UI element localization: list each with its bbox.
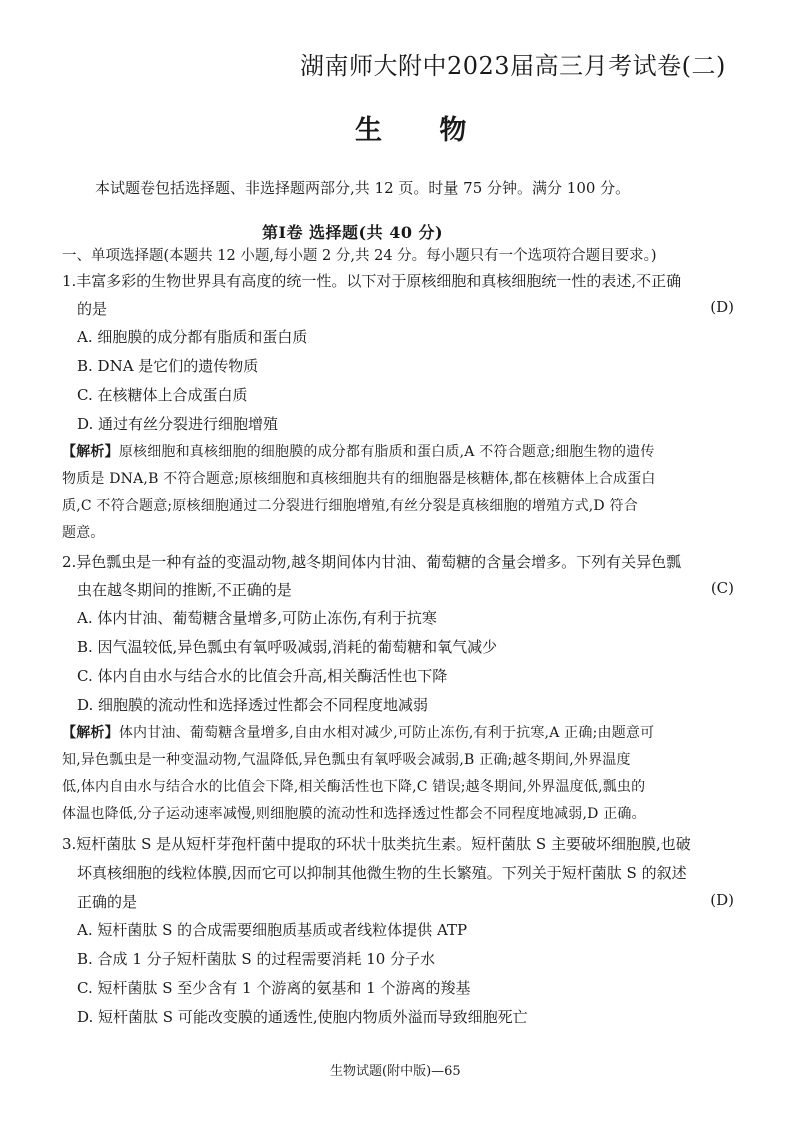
q1-exp-text: 原核细胞和真核细胞的细胞膜的成分都有脂质和蛋白质,A 不符合题意;细胞生物的遗传 (118, 444, 655, 460)
q1-stem-line2: 的是 (77, 300, 108, 318)
q2-explanation-line2: 知,异色瓢虫是一种变温动物,气温降低,异色瓢虫有氧呼吸会减弱,B 正确;越冬期间,外界温度 (62, 752, 631, 768)
q1-stem-line1: 1.丰富多彩的生物世界具有高度的统一性。以下对于原核细胞和真核细胞统一性的表述,不正确 (62, 272, 682, 290)
explanation-tag: 【解析】 (62, 725, 119, 741)
q2-explanation-line3: 低,体内自由水与结合水的比值会下降,相关酶活性也下降,C 错误;越冬期间,外界温度低,瓢虫的 (62, 779, 646, 795)
q3-option-a: A. 短杆菌肽 S 的合成需要细胞质基质或者线粒体提供 ATP (77, 921, 468, 939)
q2-option-a: A. 体内甘油、葡萄糖含量增多,可防止冻伤,有利于抗寒 (77, 609, 437, 627)
q1-option-c: C. 在核糖体上合成蛋白质 (77, 386, 248, 404)
q2-option-c: C. 体内自由水与结合水的比值会升高,相关酶活性也下降 (77, 667, 448, 685)
section-heading: 第Ⅰ卷 选择题(共 40 分) (262, 223, 444, 242)
q2-stem-line1: 2.异色瓢虫是一种有益的变温动物,越冬期间体内甘油、葡萄糖的含量会增多。下列有关异色瓢 (62, 553, 682, 571)
q3-option-c: C. 短杆菌肽 S 至少含有 1 个游离的氨基和 1 个游离的羧基 (77, 979, 471, 997)
q2-explanation-line4: 体温也降低,分子运动速率减慢,则细胞膜的流动性和选择透过性都会不同程度地减弱,D 正确。 (62, 806, 646, 822)
explanation-tag: 【解析】 (62, 444, 119, 460)
q2-option-d: D. 细胞膜的流动性和选择透过性都会不同程度地减弱 (77, 696, 429, 714)
q1-option-d: D. 通过有丝分裂进行细胞增殖 (77, 415, 279, 433)
q1-explanation-line2: 物质是 DNA,B 不符合题意;原核细胞和真核细胞共有的细胞器是核糖体,都在核糖体上合成蛋白 (62, 471, 656, 487)
exam-intro: 本试题卷包括选择题、非选择题两部分,共 12 页。时量 75 分钟。满分 100 分。 (95, 179, 631, 197)
q3-option-d: D. 短杆菌肽 S 可能改变膜的通透性,使胞内物质外溢而导致细胞死亡 (77, 1008, 528, 1026)
exam-title: 湖南师大附中2023届高三月考试卷(二) (300, 52, 726, 80)
q1-option-a: A. 细胞膜的成分都有脂质和蛋白质 (77, 328, 308, 346)
q3-option-b: B. 合成 1 分子短杆菌肽 S 的过程需要消耗 10 分子水 (77, 950, 436, 968)
q2-exp-text: 体内甘油、葡萄糖含量增多,自由水相对减少,可防止冻伤,有利于抗寒,A 正确;由题意可 (118, 725, 655, 741)
q2-option-b: B. 因气温较低,异色瓢虫有氧呼吸减弱,消耗的葡萄糖和氧气减少 (77, 638, 498, 656)
q3-answer: (D) (710, 891, 734, 909)
q1-option-b: B. DNA 是它们的遗传物质 (77, 357, 259, 375)
part-heading: 一、单项选择题(本题共 12 小题,每小题 2 分,共 24 分。每小题只有一个选项符合题目要求。) (62, 248, 657, 264)
q3-stem-line3: 正确的是 (77, 893, 138, 911)
subject-title: 生 物 (355, 115, 491, 146)
q1-answer: (D) (710, 298, 734, 316)
q2-explanation-line1 (62, 722, 654, 742)
q1-explanation-line1 (62, 441, 655, 461)
q2-stem-line2: 虫在越冬期间的推断,不正确的是 (77, 581, 292, 599)
q3-stem-line1: 3.短杆菌肽 S 是从短杆芽孢杆菌中提取的环状十肽类抗生素。短杆菌肽 S 主要破坏细胞膜,也破 (62, 835, 691, 853)
page-footer: 生物试题(附中版)—65 (330, 1064, 461, 1079)
q1-explanation-line3: 质,C 不符合题意;原核细胞通过二分裂进行细胞增殖,有丝分裂是真核细胞的增殖方式,D 符合 (62, 498, 638, 514)
q3-stem-line2: 坏真核细胞的线粒体膜,因而它可以抑制其他微生物的生长繁殖。下列关于短杆菌肽 S 的叙述 (77, 864, 687, 882)
q1-explanation-line4: 题意。 (62, 525, 105, 541)
q2-answer: (C) (710, 579, 734, 597)
